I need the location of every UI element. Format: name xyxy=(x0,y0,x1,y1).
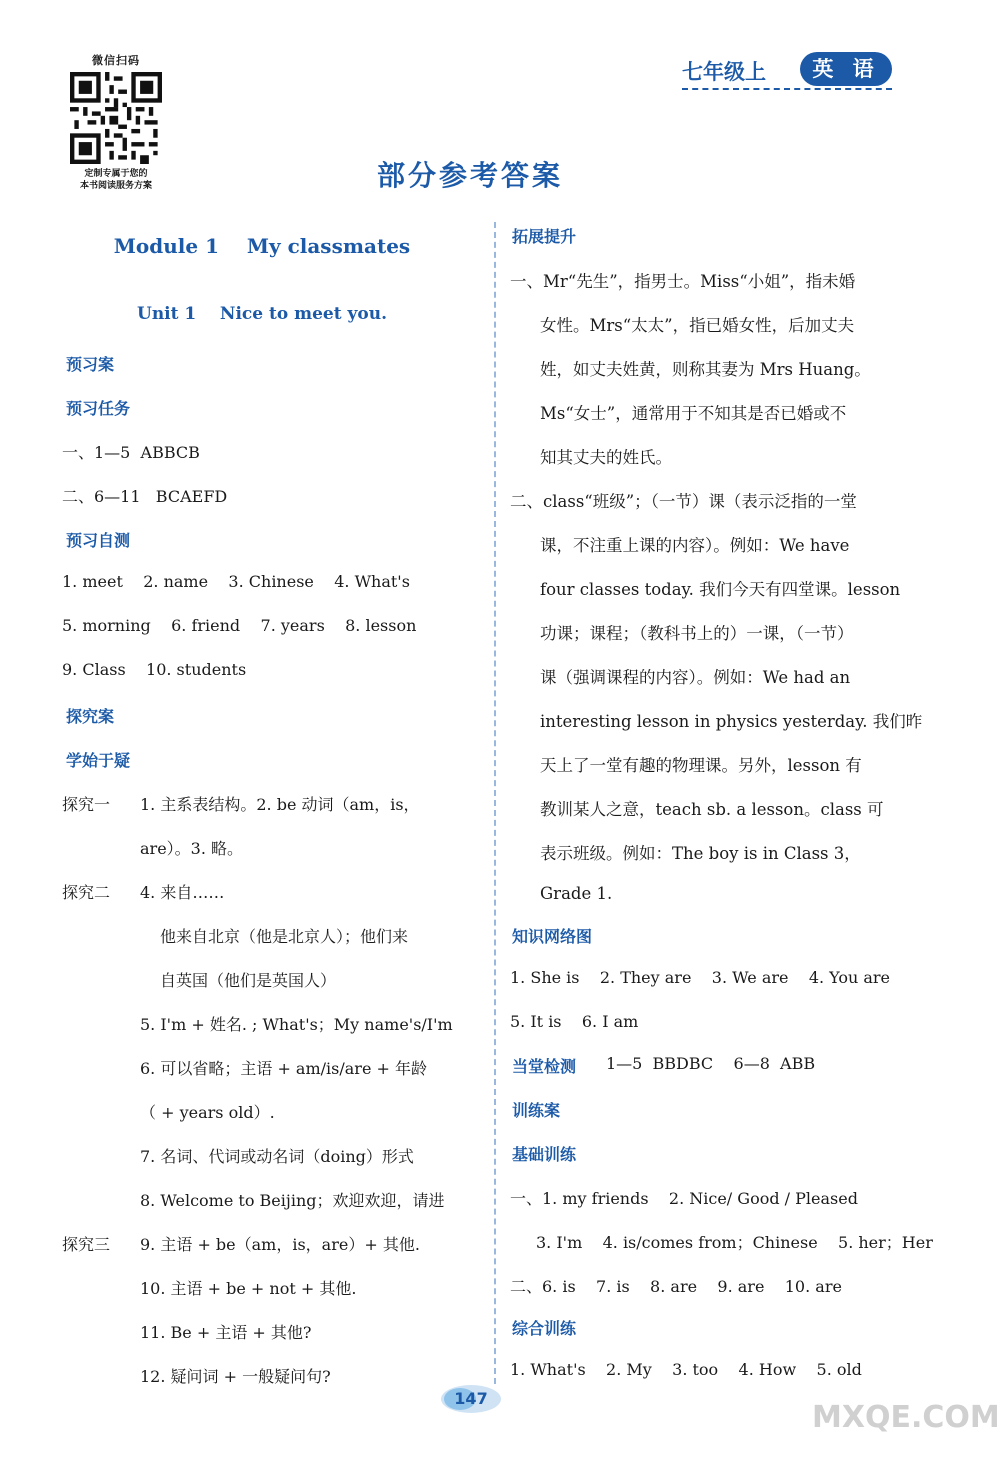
answer-line: four classes today. 我们今天有四堂课。lesson xyxy=(540,580,901,599)
answer-line: 二、6—11 BCAEFD xyxy=(62,487,228,506)
answer-line: 3. I'm 4. is/comes from；Chinese 5. her；Her xyxy=(536,1233,933,1252)
answer-line: 功课；课程；（教科书上的）一课，（一节） xyxy=(540,624,854,643)
answer-line: Ms“女士”，通常用于不知其是否已婚或不 xyxy=(540,404,847,423)
section-heading: 拓展提升 xyxy=(512,227,577,246)
section-heading: 学始于疑 xyxy=(66,751,131,770)
answer-line: 4. 来自…… xyxy=(140,883,225,902)
answer-line: 课（强调课程的内容）。例如：We had an xyxy=(540,668,851,687)
column-divider xyxy=(494,222,496,1384)
answer-line: （ + years old）. xyxy=(140,1103,275,1122)
section-heading: 基础训练 xyxy=(512,1145,577,1164)
answer-line: are）。3. 略。 xyxy=(140,839,244,858)
section-heading: 训练案 xyxy=(512,1101,561,1120)
answer-line: 1. meet 2. name 3. Chinese 4. What's xyxy=(62,572,410,591)
answer-line: 9. 主语 + be（am，is，are）+ 其他. xyxy=(140,1235,420,1254)
answer-line: 课，不注重上课的内容）。例如：We have xyxy=(540,536,850,555)
answer-line: 一、1—5 ABBCB xyxy=(62,443,200,462)
answer-line: 1. 主系表结构。2. be 动词（am，is， xyxy=(140,795,420,814)
section-heading: 知识网络图 xyxy=(512,927,593,946)
answer-line: 11. Be + 主语 + 其他? xyxy=(140,1323,312,1342)
section-heading: 综合训练 xyxy=(512,1319,577,1338)
section-heading: 预习案 xyxy=(66,355,115,374)
section-heading: 预习自测 xyxy=(66,531,131,550)
answer-line: 女性。Mrs“太太”，指已婚女性，后加丈夫 xyxy=(540,316,855,335)
section-heading: 当堂检测 xyxy=(512,1057,577,1076)
answer-line: 12. 疑问词 + 一般疑问句? xyxy=(140,1367,331,1386)
answer-line: 9. Class 10. students xyxy=(62,660,247,679)
answer-line: 5. It is 6. I am xyxy=(510,1012,639,1031)
inquiry-label: 探究三 xyxy=(62,1235,111,1254)
answer-line: 1. What's 2. My 3. too 4. How 5. old xyxy=(510,1360,862,1379)
answer-line: 5. I'm + 姓名. ; What's；My name's/I'm xyxy=(140,1015,453,1034)
answer-line: interesting lesson in physics yesterday. 我们昨 xyxy=(540,712,923,731)
answer-line: 知其丈夫的姓氏。 xyxy=(540,448,672,467)
subject-badge: 英 语 xyxy=(800,52,892,86)
answer-line: 天上了一堂有趣的物理课。另外，lesson 有 xyxy=(540,756,862,775)
answer-line: 自英国（他们是英国人） xyxy=(160,971,337,990)
page-number: 147 xyxy=(454,1389,488,1408)
answer-line: 二、6. is 7. is 8. are 9. are 10. are xyxy=(510,1277,842,1296)
page-title: 部分参考答案 xyxy=(376,159,563,192)
answer-line: 他来自北京（他是北京人）；他们来 xyxy=(160,927,409,946)
answer-line: 姓，如丈夫姓黄，则称其妻为 Mrs Huang。 xyxy=(540,360,871,379)
qr-code-icon xyxy=(70,72,162,164)
unit-title: Unit 1 Nice to meet you. xyxy=(137,304,387,324)
watermark: MXQE.COM xyxy=(812,1400,1000,1435)
qr-caption-line2: 本书阅读服务方案 xyxy=(79,181,152,191)
answer-line: 一、Mr“先生”，指男士。Miss“小姐”，指未婚 xyxy=(510,272,856,291)
answer-line: 7. 名词、代词或动名词（doing）形式 xyxy=(140,1147,414,1166)
inquiry-label: 探究一 xyxy=(62,795,111,814)
section-heading: 探究案 xyxy=(66,707,115,726)
answer-line: 二、class“班级”；（一节）课（表示泛指的一堂 xyxy=(510,492,857,511)
answer-line: 表示班级。例如：The boy is in Class 3， xyxy=(540,844,861,863)
answer-line: 5. morning 6. friend 7. years 8. lesson xyxy=(62,616,417,635)
qr-top-label: 微信扫码 xyxy=(92,54,140,67)
inquiry-label: 探究二 xyxy=(62,883,111,902)
grade-label: 七年级上 xyxy=(682,60,766,84)
header-divider xyxy=(682,88,892,90)
answer-line: 6. 可以省略；主语 + am/is/are + 年龄 xyxy=(140,1059,427,1078)
module-title: Module 1 My classmates xyxy=(113,234,411,258)
answer-line: Grade 1. xyxy=(540,884,613,903)
answer-line: 1—5 BBDBC 6—8 ABB xyxy=(606,1054,816,1073)
answer-line: 教训某人之意，teach sb. a lesson。class 可 xyxy=(540,800,884,819)
answer-line: 一、1. my friends 2. Nice/ Good / Pleased xyxy=(510,1189,858,1208)
answer-line: 10. 主语 + be + not + 其他. xyxy=(140,1279,357,1298)
answer-line: 1. She is 2. They are 3. We are 4. You are xyxy=(510,968,891,987)
qr-caption-line1: 定制专属于您的 xyxy=(84,169,148,179)
answer-line: 8. Welcome to Beijing；欢迎欢迎，请进 xyxy=(140,1191,445,1210)
section-heading: 预习任务 xyxy=(66,399,131,418)
